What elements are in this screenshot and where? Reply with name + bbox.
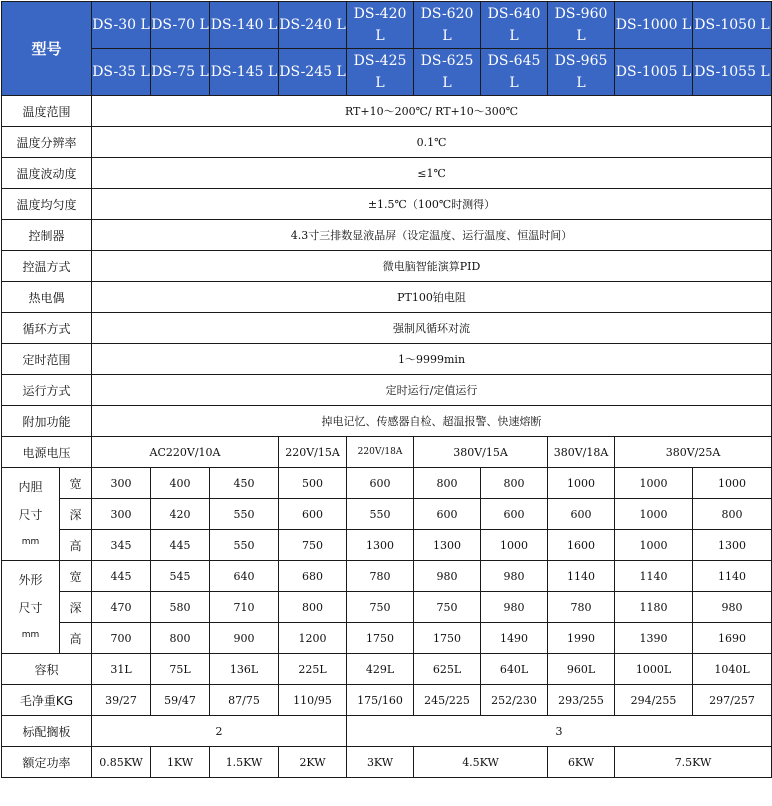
dimension-value: 710 (210, 592, 279, 623)
dimension-value: 1000 (693, 468, 772, 499)
dimension-value: 450 (210, 468, 279, 499)
volume-value: 225L (279, 654, 347, 685)
dimension-value: 780 (548, 592, 615, 623)
spec-label: 温度波动度 (2, 158, 92, 189)
dimension-value: 750 (347, 592, 414, 623)
outer-dim-row (2, 623, 772, 654)
dimension-value: 800 (151, 623, 210, 654)
volume-value: 1000L (615, 654, 693, 685)
model-cell: DS-70 L (151, 2, 210, 49)
rated-power-value: 0.85KW (92, 747, 151, 778)
power-voltage-value: 220V/18A (347, 437, 414, 468)
dimension-value: 1300 (414, 530, 481, 561)
outer-dim-row (2, 592, 772, 623)
rated-power-value: 4.5KW (414, 747, 548, 778)
spec-row (2, 344, 772, 375)
dimension-value: 600 (279, 499, 347, 530)
weight-value: 252/230 (481, 685, 548, 716)
model-row-2 (2, 49, 772, 96)
outer-dimension-group-label (2, 561, 60, 654)
dimension-value: 800 (481, 468, 548, 499)
dimension-value: 580 (151, 592, 210, 623)
inner-dimension-group-label (2, 468, 60, 561)
dimension-value: 800 (414, 468, 481, 499)
model-row-1 (2, 2, 772, 49)
spec-row (2, 189, 772, 220)
dimension-value: 1180 (615, 592, 693, 623)
shelves-row (2, 716, 772, 747)
model-cell: DS-625 L (414, 49, 481, 96)
spec-label: 温度均匀度 (2, 189, 92, 220)
dimension-value: 980 (481, 592, 548, 623)
spec-label: 控温方式 (2, 251, 92, 282)
dimension-value: 1140 (693, 561, 772, 592)
table-header (2, 2, 772, 96)
dimension-value: 1000 (481, 530, 548, 561)
dimension-value: 420 (151, 499, 210, 530)
weight-row (2, 685, 772, 716)
model-cell: DS-140 L (210, 2, 279, 49)
power-voltage-value: 380V/15A (414, 437, 548, 468)
spec-value: 强制风循环对流 (92, 313, 772, 344)
dimension-label: 宽 (60, 561, 92, 592)
spec-value: 1～9999min (92, 344, 772, 375)
dimension-value: 600 (414, 499, 481, 530)
dimension-value: 1750 (347, 623, 414, 654)
dimension-value: 550 (347, 499, 414, 530)
model-cell: DS-645 L (481, 49, 548, 96)
volume-value: 1040L (693, 654, 772, 685)
volume-value: 625L (414, 654, 481, 685)
dimension-value: 550 (210, 499, 279, 530)
spec-label: 热电偶 (2, 282, 92, 313)
dimension-value: 600 (481, 499, 548, 530)
model-cell: DS-420 L (347, 2, 414, 49)
weight-value: 294/255 (615, 685, 693, 716)
shelves-value: 2 (92, 716, 347, 747)
spec-label: 附加功能 (2, 406, 92, 437)
dimension-value: 700 (92, 623, 151, 654)
spec-row (2, 375, 772, 406)
volume-row (2, 654, 772, 685)
power-voltage-value: 380V/18A (548, 437, 615, 468)
volume-value: 31L (92, 654, 151, 685)
rated-power-value: 7.5KW (615, 747, 772, 778)
dimension-value: 600 (548, 499, 615, 530)
dimension-value: 445 (92, 561, 151, 592)
dimension-value: 1000 (615, 499, 693, 530)
spec-label: 温度范围 (2, 96, 92, 127)
rated-power-value: 1.5KW (210, 747, 279, 778)
dimension-value: 800 (279, 592, 347, 623)
power-voltage-value: 220V/15A (279, 437, 347, 468)
dimension-label: 宽 (60, 468, 92, 499)
dimension-value: 1000 (615, 468, 693, 499)
dimension-label: 高 (60, 623, 92, 654)
shelves-value: 3 (347, 716, 772, 747)
spec-value: 4.3寸三排数显液晶屏（设定温度、运行温度、恒温时间） (92, 220, 772, 251)
spec-value: ±1.5℃（100℃时测得） (92, 189, 772, 220)
spec-label: 定时范围 (2, 344, 92, 375)
rated-power-value: 2KW (279, 747, 347, 778)
spec-row (2, 158, 772, 189)
dimension-value: 1990 (548, 623, 615, 654)
spec-value: 掉电记忆、传感器自检、超温报警、快速熔断 (92, 406, 772, 437)
dimension-value: 680 (279, 561, 347, 592)
spec-value: RT+10～200℃/ RT+10～300℃ (92, 96, 772, 127)
dimension-value: 750 (414, 592, 481, 623)
dimension-value: 900 (210, 623, 279, 654)
model-cell: DS-1000 L (615, 2, 693, 49)
model-cell: DS-640 L (481, 2, 548, 49)
volume-value: 136L (210, 654, 279, 685)
dimension-value: 640 (210, 561, 279, 592)
shelves-label: 标配搁板 (2, 716, 92, 747)
dimension-value: 1750 (414, 623, 481, 654)
dimension-value: 1690 (693, 623, 772, 654)
dimension-value: 1200 (279, 623, 347, 654)
spec-row (2, 313, 772, 344)
spec-value: 定时运行/定值运行 (92, 375, 772, 406)
dimension-value: 980 (481, 561, 548, 592)
weight-value: 297/257 (693, 685, 772, 716)
dimension-label: 深 (60, 592, 92, 623)
model-cell: DS-35 L (92, 49, 151, 96)
model-cell: DS-1005 L (615, 49, 693, 96)
inner-dim-row (2, 468, 772, 499)
dimension-value: 1000 (548, 468, 615, 499)
volume-label: 容积 (2, 654, 92, 685)
weight-value: 87/75 (210, 685, 279, 716)
dimension-label: 高 (60, 530, 92, 561)
model-cell: DS-425 L (347, 49, 414, 96)
inner-dim-row (2, 530, 772, 561)
dimension-value: 1490 (481, 623, 548, 654)
dimension-label: 深 (60, 499, 92, 530)
volume-value: 75L (151, 654, 210, 685)
spec-table (1, 1, 772, 778)
model-header-label: 型号 (2, 2, 92, 96)
volume-value: 429L (347, 654, 414, 685)
dimension-value: 1300 (693, 530, 772, 561)
model-cell: DS-620 L (414, 2, 481, 49)
volume-value: 640L (481, 654, 548, 685)
dimension-value: 400 (151, 468, 210, 499)
rated-power-label: 额定功率 (2, 747, 92, 778)
spec-row (2, 251, 772, 282)
model-cell: DS-245 L (279, 49, 347, 96)
dimension-value: 550 (210, 530, 279, 561)
weight-value: 39/27 (92, 685, 151, 716)
spec-value: 微电脑智能演算PID (92, 251, 772, 282)
spec-value: ≤1℃ (92, 158, 772, 189)
dimension-value: 1000 (615, 530, 693, 561)
rated-power-value: 1KW (151, 747, 210, 778)
outer-dim-row (2, 561, 772, 592)
dimension-value: 545 (151, 561, 210, 592)
model-cell: DS-965 L (548, 49, 615, 96)
model-cell: DS-30 L (92, 2, 151, 49)
dimension-value: 300 (92, 468, 151, 499)
inner-dimension-unit: mm (21, 537, 40, 547)
dimension-value: 600 (347, 468, 414, 499)
spec-row (2, 127, 772, 158)
dimension-value: 980 (414, 561, 481, 592)
outer-dimension-unit: mm (21, 630, 40, 640)
spec-label: 运行方式 (2, 375, 92, 406)
model-cell: DS-1055 L (693, 49, 772, 96)
model-cell: DS-75 L (151, 49, 210, 96)
dimension-value: 1300 (347, 530, 414, 561)
spec-label: 循环方式 (2, 313, 92, 344)
weight-label: 毛净重KG (2, 685, 92, 716)
dimension-value: 780 (347, 561, 414, 592)
model-cell: DS-960 L (548, 2, 615, 49)
spec-row (2, 406, 772, 437)
weight-value: 245/225 (414, 685, 481, 716)
model-cell: DS-145 L (210, 49, 279, 96)
outer-dimension-label: 外形尺寸 (18, 573, 43, 615)
power-voltage-value: AC220V/10A (92, 437, 279, 468)
spec-row (2, 96, 772, 127)
power-voltage-row (2, 437, 772, 468)
dimension-value: 980 (693, 592, 772, 623)
dimension-value: 800 (693, 499, 772, 530)
power-voltage-value: 380V/25A (615, 437, 772, 468)
dimension-value: 1140 (548, 561, 615, 592)
dimension-value: 445 (151, 530, 210, 561)
weight-value: 59/47 (151, 685, 210, 716)
rated-power-row (2, 747, 772, 778)
spec-row (2, 220, 772, 251)
model-cell: DS-240 L (279, 2, 347, 49)
inner-dim-row (2, 499, 772, 530)
dimension-value: 500 (279, 468, 347, 499)
weight-value: 293/255 (548, 685, 615, 716)
spec-label: 温度分辨率 (2, 127, 92, 158)
dimension-value: 300 (92, 499, 151, 530)
inner-dimension-label: 内胆尺寸 (18, 480, 43, 522)
dimension-value: 470 (92, 592, 151, 623)
power-voltage-label: 电源电压 (2, 437, 92, 468)
volume-value: 960L (548, 654, 615, 685)
model-cell: DS-1050 L (693, 2, 772, 49)
dimension-value: 750 (279, 530, 347, 561)
spec-label: 控制器 (2, 220, 92, 251)
dimension-value: 1600 (548, 530, 615, 561)
dimension-value: 1390 (615, 623, 693, 654)
spec-row (2, 282, 772, 313)
rated-power-value: 3KW (347, 747, 414, 778)
weight-value: 175/160 (347, 685, 414, 716)
spec-value: 0.1℃ (92, 127, 772, 158)
table-body (2, 96, 772, 778)
spec-value: PT100铂电阻 (92, 282, 772, 313)
dimension-value: 1140 (615, 561, 693, 592)
dimension-value: 345 (92, 530, 151, 561)
weight-value: 110/95 (279, 685, 347, 716)
rated-power-value: 6KW (548, 747, 615, 778)
